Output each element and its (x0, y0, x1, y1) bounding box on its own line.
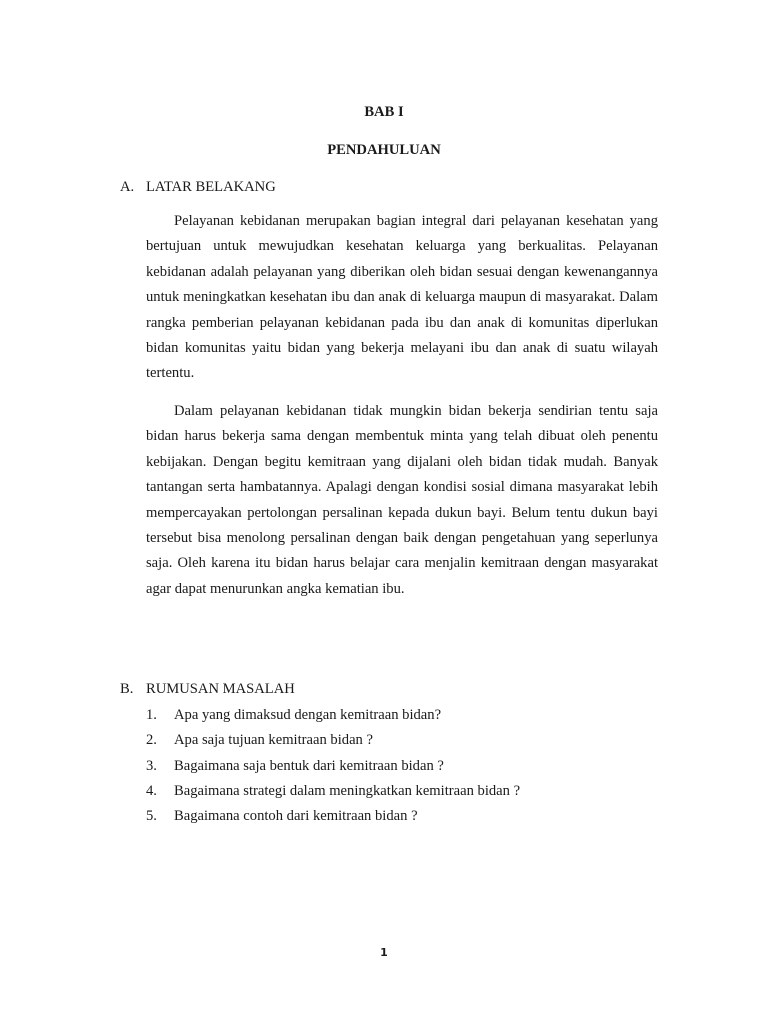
list-text: Apa saja tujuan kemitraan bidan ? (174, 732, 373, 749)
list-item (146, 804, 520, 829)
section-marker: A. (120, 179, 135, 195)
list-text: Apa yang dimaksud dengan kemitraan bidan? (174, 707, 442, 723)
paragraph: Pelayanan kebidanan merupakan bagian integral dari pelayanan kesehatan yang bertujuan untuk mewujudkan kesehatan keluarga yang berkualitas. Pelayanan kebidanan adalah pelayanan yang diberikan oleh bidan sesuai dengan kewenangannya untuk meningkatkan kesehatan ibu dan anak di keluarga maupun di masyarakat. Dalam rangka pemberian pelayanan kebidanan pada ibu dan anak di komunitas diperlukan bidan komunitas yaitu bidan yang bekerja melayani ibu dan anak di suatu wilayah tertentu. (146, 213, 658, 382)
list-number: 5. (146, 808, 157, 825)
list-item (146, 779, 520, 804)
list-number: 4. (146, 782, 157, 799)
list-text: Bagaimana saja bentuk dari kemitraan bidan ? (174, 757, 444, 774)
list-item (146, 728, 520, 753)
chapter-label: BAB I (364, 104, 404, 120)
list-text: Bagaimana strategi dalam meningkatkan kemitraan bidan ? (174, 782, 521, 799)
paragraph: Dalam pelayanan kebidanan tidak mungkin bidan bekerja sendirian tentu saja bidan harus bekerja sama dengan membentuk minta yang telah dibuat oleh penentu kebijakan. Dengan begitu kemitraan yang dijalani oleh bidan tidak mudah. Banyak tantangan serta hambatannya. Apalagi dengan kondisi sosial dimana masyarakat lebih mempercayakan pertolongan persalinan kepada dukun bayi. Belum tentu dukun bayi tersebut bisa menolong persalinan dengan baik dengan pengetahuan yang seperlunya saja. Oleh karena itu bidan harus belajar cara menjalin kemitraan dengan masyarakat agar dapat menurunkan angka kematian ibu. (146, 403, 658, 597)
page-number: 1 (380, 946, 388, 959)
list-item (146, 754, 520, 779)
list-number: 2. (146, 732, 157, 749)
question-list (146, 703, 520, 829)
list-item (146, 703, 520, 728)
section-marker: B. (120, 681, 134, 697)
section-title: RUMUSAN MASALAH (146, 681, 295, 697)
section-heading-rumusan-masalah (120, 680, 295, 698)
list-text: Bagaimana contoh dari kemitraan bidan ? (174, 808, 418, 825)
list-number: 3. (146, 757, 157, 774)
list-number: 1. (146, 707, 157, 723)
section-heading-latar-belakang (120, 178, 276, 196)
chapter-title: PENDAHULUAN (327, 142, 441, 158)
section-title: LATAR BELAKANG (146, 179, 276, 195)
